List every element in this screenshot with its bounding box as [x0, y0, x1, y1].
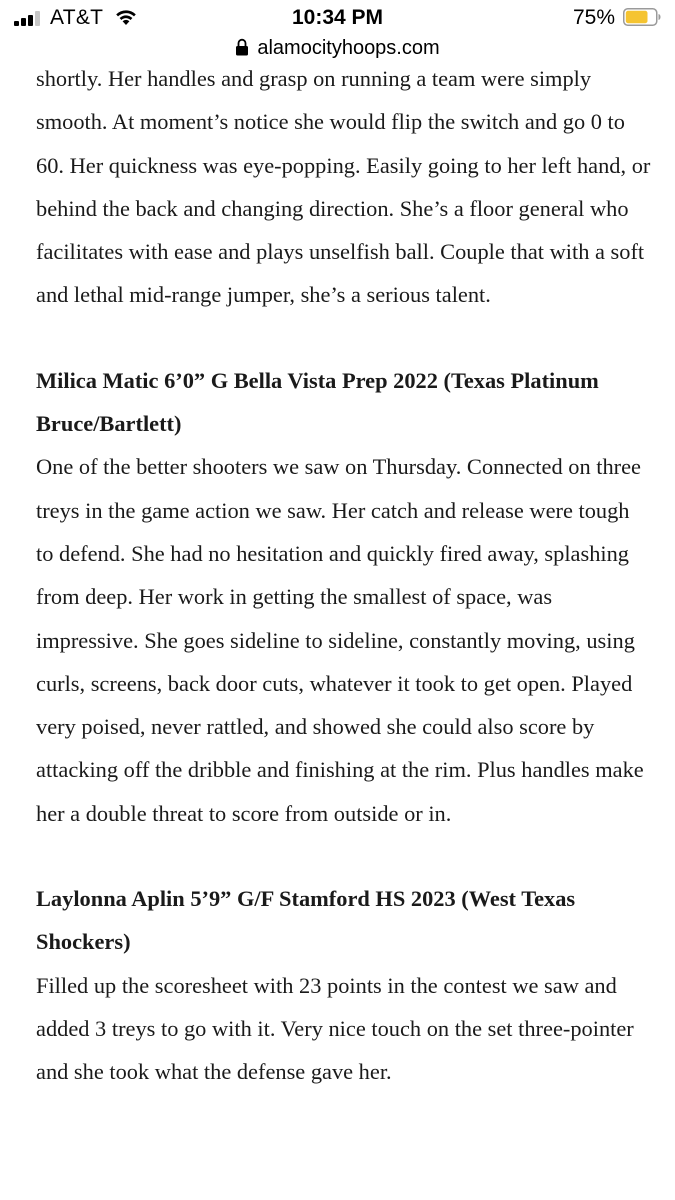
player-heading: Milica Matic 6’0” G Bella Vista Prep 2022 (Texas Platinum Bruce/Bartlett)	[36, 367, 599, 437]
lock-icon	[235, 38, 249, 56]
player-paragraph: One of the better shooters we saw on Thursday. Connected on three treys in the game action we saw. Her catch and release were tough to defend. She had no hesitation and quickly fired away, splashing from deep. Her work in getting the smallest of space, was impressive. She goes sideline to sideline, constantly moving, using curls, screens, back door cuts, whatever it took to get open. Played very poised, never rattled, and showed she could also score by attacking off the dribble and finishing at the rim. Plus handles make her a double threat to score from outside or in.	[36, 454, 644, 826]
url-text: alamocityhoops.com	[257, 37, 440, 59]
article-body	[36, 64, 651, 1094]
status-time: 10:34 PM	[291, 6, 384, 29]
player-heading: Laylonna Aplin 5’9” G/F Stamford HS 2023 (West Texas Shockers)	[36, 886, 576, 955]
address-bar[interactable]	[0, 34, 675, 64]
article-paragraph: shortly. Her handles and grasp on running a team were simply smooth. At moment’s notice she would flip the switch and go 0 to 60. Her quickness was eye-popping. Easily going to her left hand, or behind the back and changing direction. She’s a floor general who facilitates with ease and plays unselfish ball. Couple that with a soft and lethal mid-range jumper, she’s a serious talent.	[36, 66, 651, 308]
status-bar	[0, 0, 675, 36]
battery-percent: 75%	[572, 6, 615, 29]
carrier-name: AT&T	[50, 6, 104, 29]
player-paragraph: Filled up the scoresheet with 23 points in the contest we saw and added 3 treys to go with it. Very nice touch on the set three-pointer and she took what the defense gave her.	[36, 972, 634, 1085]
page-viewport[interactable]	[0, 64, 675, 1200]
battery-icon	[623, 8, 661, 26]
